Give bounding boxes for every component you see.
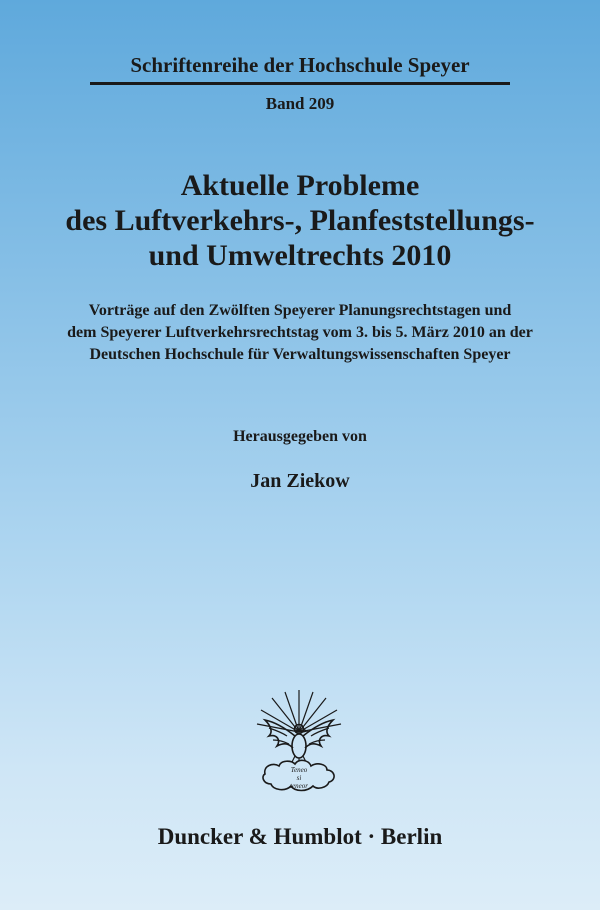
title-line: und Umweltrechts 2010 bbox=[148, 239, 452, 272]
publisher-imprint: Duncker & Humblot · Berlin bbox=[157, 824, 443, 849]
title-line: Aktuelle Probleme bbox=[180, 169, 420, 202]
title-line: des Luftverkehrs-, Planfeststellungs- bbox=[65, 204, 535, 237]
eagle-emblem-icon bbox=[255, 688, 343, 796]
book-subtitle bbox=[20, 300, 580, 366]
series-divider bbox=[90, 82, 510, 85]
volume-number: Band 209 bbox=[265, 94, 335, 113]
svg-text:Teneo: Teneo bbox=[290, 766, 308, 774]
series-title: Schriftenreihe der Hochschule Speyer bbox=[130, 53, 470, 77]
svg-text:teneor: teneor bbox=[290, 782, 308, 790]
subtitle-line: Deutschen Hochschule für Verwaltungswissenschaften Speyer bbox=[89, 346, 511, 363]
subtitle-line: Vorträge auf den Zwölften Speyerer Planungsrechtstagen und bbox=[88, 302, 512, 319]
svg-text:si: si bbox=[296, 774, 302, 782]
book-title bbox=[20, 168, 580, 273]
edited-by-label: Herausgegeben von bbox=[233, 428, 367, 445]
subtitle-line: dem Speyerer Luftverkehrsrechtstag vom 3. bis 5. März 2010 an der bbox=[67, 324, 533, 341]
editor-name: Jan Ziekow bbox=[250, 470, 350, 492]
